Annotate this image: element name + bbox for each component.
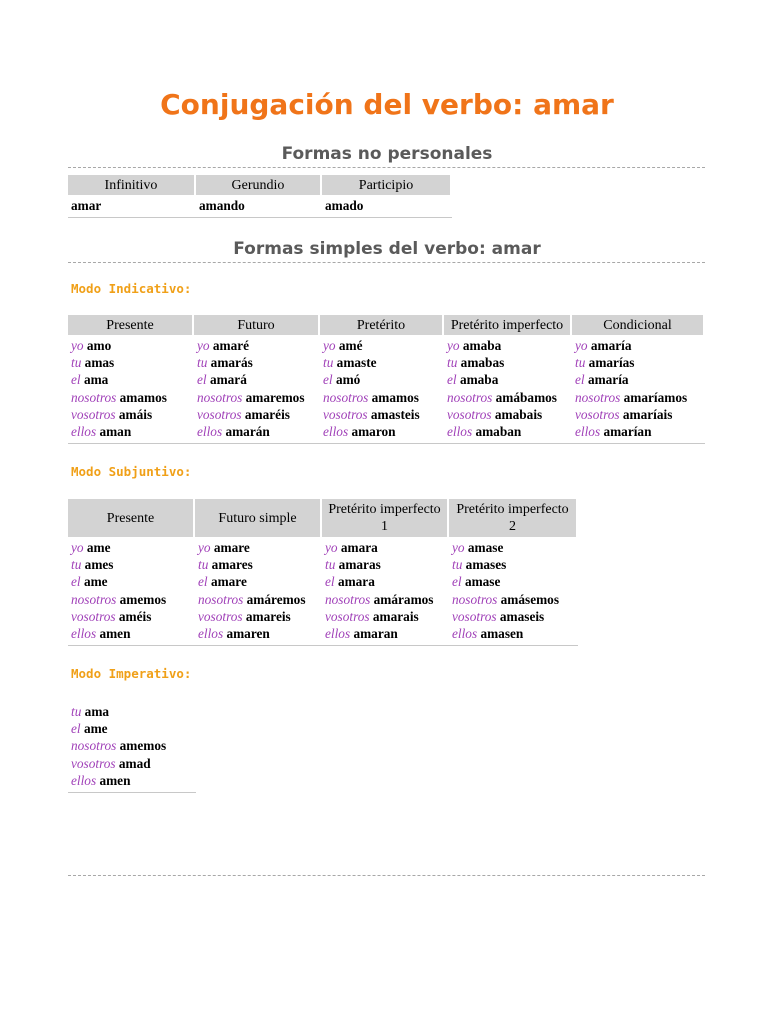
- verb-form: amase: [467, 540, 504, 555]
- verb-form: amareis: [245, 608, 291, 624]
- conjugation-row: [197, 337, 320, 354]
- verb-form: amamos: [119, 389, 167, 405]
- conjugation-row: [447, 354, 572, 371]
- verb-form: amabais: [494, 406, 543, 422]
- pronoun: ellos: [197, 424, 223, 440]
- pronoun: tu: [323, 355, 334, 371]
- pronoun: tu: [197, 355, 208, 371]
- verb-form: amaría: [587, 372, 629, 388]
- pronoun: ellos: [575, 424, 601, 440]
- conjugation-cell: [320, 335, 444, 444]
- pronoun: ellos: [325, 626, 351, 642]
- conjugation-cell: [68, 335, 194, 444]
- conjugation-row: [325, 608, 449, 625]
- conjugation-row: [197, 354, 320, 371]
- pronoun: vosotros: [198, 608, 243, 624]
- pronoun: nosotros: [198, 591, 244, 607]
- pronoun: el: [197, 372, 207, 388]
- verb-form: amaras: [338, 557, 381, 573]
- conjugation-row: [71, 423, 194, 440]
- conjugation-row: [71, 625, 195, 642]
- conjugation-row: [71, 608, 195, 625]
- pronoun: yo: [325, 540, 338, 555]
- conjugation-row: [447, 406, 572, 423]
- indicativo-label: Modo Indicativo:: [71, 281, 192, 296]
- verb-form: amases: [465, 557, 507, 573]
- conjugation-row: [71, 591, 195, 608]
- conjugation-row: [323, 354, 444, 371]
- pronoun: el: [575, 372, 585, 388]
- verb-form: amáremos: [246, 591, 306, 607]
- pronoun: el: [71, 574, 81, 590]
- verb-form: amáramos: [373, 591, 434, 607]
- pronoun: nosotros: [325, 591, 371, 607]
- verb-form: amará: [209, 372, 247, 388]
- verb-form: amara: [337, 574, 375, 590]
- conjugation-cell: [572, 335, 705, 444]
- verb-form: amemos: [119, 591, 167, 607]
- conjugation-row: [71, 389, 194, 406]
- conjugation-row: [71, 703, 196, 720]
- infinitivo-value: amar: [68, 195, 196, 218]
- conjugation-row: [452, 539, 578, 556]
- pronoun: tu: [325, 557, 336, 573]
- imperativo-table: [68, 701, 196, 793]
- verb-form: amaríais: [622, 406, 673, 422]
- pronoun: yo: [452, 540, 465, 555]
- pronoun: nosotros: [575, 389, 621, 405]
- conjugation-row: [71, 354, 194, 371]
- pronoun: yo: [447, 338, 460, 353]
- conjugation-row: [198, 573, 322, 590]
- verb-form: amare: [210, 574, 247, 590]
- conjugation-row: [198, 625, 322, 642]
- verb-form: amarán: [225, 424, 270, 440]
- page-title: Conjugación del verbo: amar: [160, 88, 614, 121]
- header-cell: Futuro simple: [195, 499, 322, 537]
- pronoun: ellos: [71, 424, 97, 440]
- conjugation-row: [325, 573, 449, 590]
- pronoun: yo: [71, 338, 84, 353]
- header-cell: Presente: [68, 315, 194, 335]
- conjugation-row: [452, 608, 578, 625]
- verb-form: amó: [335, 372, 361, 388]
- verb-form: amaban: [475, 424, 522, 440]
- conjugation-row: [71, 406, 194, 423]
- pronoun: tu: [71, 557, 82, 573]
- pronoun: nosotros: [71, 738, 117, 754]
- simples-heading: Formas simples del verbo: amar: [233, 239, 541, 259]
- verb-form: amemos: [119, 738, 167, 754]
- conjugation-row: [575, 423, 705, 440]
- header-cell: Pretérito imperfecto 2: [449, 499, 578, 537]
- pronoun: el: [198, 574, 208, 590]
- verb-form: amares: [211, 557, 253, 573]
- pronoun: el: [71, 372, 81, 388]
- pronoun: vosotros: [325, 608, 370, 624]
- verb-form: ama: [84, 704, 110, 719]
- conjugation-row: [323, 371, 444, 388]
- conjugation-row: [575, 389, 705, 406]
- conjugation-row: [71, 737, 196, 754]
- pronoun: vosotros: [71, 608, 116, 624]
- divider: [68, 875, 705, 876]
- pronoun: ellos: [71, 772, 97, 788]
- participio-value: amado: [322, 195, 452, 218]
- verb-form: ames: [84, 557, 114, 573]
- verb-form: améis: [118, 608, 152, 624]
- header-cell: Gerundio: [196, 175, 322, 195]
- pronoun: vosotros: [452, 608, 497, 624]
- verb-form: amáis: [118, 406, 153, 422]
- verb-form: ama: [83, 372, 109, 388]
- verb-form: amarás: [210, 355, 253, 371]
- pronoun: yo: [71, 540, 84, 555]
- pronoun: el: [447, 372, 457, 388]
- subjuntivo-label: Modo Subjuntivo:: [71, 464, 192, 479]
- conjugation-row: [323, 337, 444, 354]
- conjugation-row: [452, 625, 578, 642]
- conjugation-cell: [195, 537, 322, 646]
- subjuntivo-table: [68, 499, 578, 646]
- conjugation-row: [71, 573, 195, 590]
- conjugation-row: [447, 423, 572, 440]
- conjugation-row: [447, 389, 572, 406]
- verb-form: amaren: [226, 626, 270, 642]
- pronoun: vosotros: [71, 406, 116, 422]
- verb-form: amaremos: [245, 389, 305, 405]
- conjugation-cell: [444, 335, 572, 444]
- conjugation-row: [447, 337, 572, 354]
- conjugation-row: [452, 573, 578, 590]
- pronoun: tu: [575, 355, 586, 371]
- conjugation-cell: [449, 537, 578, 646]
- imperativo-label: Modo Imperativo:: [71, 666, 192, 681]
- verb-form: amarían: [603, 424, 652, 440]
- verb-form: amásemos: [500, 591, 560, 607]
- conjugation-row: [197, 406, 320, 423]
- conjugation-row: [575, 354, 705, 371]
- header-cell: Condicional: [572, 315, 705, 335]
- conjugation-row: [325, 556, 449, 573]
- conjugation-row: [71, 720, 196, 737]
- conjugation-row: [71, 772, 196, 789]
- conjugation-row: [71, 556, 195, 573]
- verb-form: amaseis: [499, 608, 545, 624]
- conjugation-row: [198, 608, 322, 625]
- conjugation-row: [197, 389, 320, 406]
- pronoun: yo: [198, 540, 211, 555]
- verb-form: amaron: [351, 424, 396, 440]
- pronoun: ellos: [323, 424, 349, 440]
- pronoun: ellos: [447, 424, 473, 440]
- verb-form: amaste: [336, 355, 377, 371]
- verb-form: amarías: [588, 355, 635, 371]
- verb-form: amaréis: [244, 406, 290, 422]
- header-cell: Pretérito imperfecto: [444, 315, 572, 335]
- verb-form: amara: [340, 540, 378, 555]
- verb-form: amare: [213, 540, 250, 555]
- pronoun: nosotros: [323, 389, 369, 405]
- divider: [68, 167, 705, 168]
- conjugation-row: [323, 423, 444, 440]
- no-personales-table: [68, 175, 452, 218]
- verb-form: amen: [99, 626, 131, 642]
- verb-form: amad: [118, 755, 151, 771]
- pronoun: vosotros: [197, 406, 242, 422]
- pronoun: tu: [71, 355, 82, 371]
- gerundio-value: amando: [196, 195, 322, 218]
- conjugation-row: [197, 423, 320, 440]
- conjugation-row: [325, 625, 449, 642]
- verb-form: amarais: [372, 608, 419, 624]
- pronoun: vosotros: [71, 755, 116, 771]
- pronoun: nosotros: [447, 389, 493, 405]
- conjugation-row: [447, 371, 572, 388]
- verb-form: ame: [83, 721, 108, 737]
- conjugation-row: [198, 539, 322, 556]
- conjugation-row: [575, 371, 705, 388]
- conjugation-row: [452, 591, 578, 608]
- pronoun: ellos: [452, 626, 478, 642]
- conjugation-row: [325, 591, 449, 608]
- verb-form: amaran: [353, 626, 398, 642]
- conjugation-row: [71, 755, 196, 772]
- pronoun: nosotros: [197, 389, 243, 405]
- verb-form: amaba: [462, 338, 502, 353]
- verb-form: aman: [99, 424, 132, 440]
- conjugation-row: [323, 406, 444, 423]
- verb-form: amaré: [212, 338, 250, 353]
- verb-form: amaría: [590, 338, 632, 353]
- verb-form: amasen: [480, 626, 524, 642]
- conjugation-row: [325, 539, 449, 556]
- pronoun: yo: [323, 338, 336, 353]
- pronoun: el: [452, 574, 462, 590]
- conjugation-cell: [68, 701, 196, 793]
- conjugation-cell: [194, 335, 320, 444]
- conjugation-row: [323, 389, 444, 406]
- pronoun: el: [325, 574, 335, 590]
- pronoun: nosotros: [452, 591, 498, 607]
- header-cell: Pretérito: [320, 315, 444, 335]
- pronoun: vosotros: [323, 406, 368, 422]
- verb-form: amaba: [459, 372, 499, 388]
- indicativo-table: [68, 315, 705, 444]
- no-personales-heading: Formas no personales: [281, 144, 493, 164]
- pronoun: tu: [198, 557, 209, 573]
- conjugation-row: [71, 337, 194, 354]
- pronoun: ellos: [198, 626, 224, 642]
- verb-form: amamos: [371, 389, 419, 405]
- verb-form: amábamos: [495, 389, 557, 405]
- verb-form: amabas: [460, 355, 505, 371]
- pronoun: tu: [447, 355, 458, 371]
- conjugation-row: [575, 337, 705, 354]
- header-cell: Infinitivo: [68, 175, 196, 195]
- header-cell: Futuro: [194, 315, 320, 335]
- conjugation-row: [575, 406, 705, 423]
- header-cell: Presente: [68, 499, 195, 537]
- conjugation-cell: [322, 537, 449, 646]
- conjugation-row: [198, 591, 322, 608]
- verb-form: ame: [83, 574, 108, 590]
- conjugation-cell: [68, 537, 195, 646]
- pronoun: vosotros: [575, 406, 620, 422]
- verb-form: amas: [84, 355, 115, 371]
- conjugation-row: [452, 556, 578, 573]
- pronoun: el: [71, 721, 81, 737]
- pronoun: ellos: [71, 626, 97, 642]
- pronoun: tu: [71, 704, 82, 719]
- verb-form: amo: [86, 338, 112, 353]
- verb-form: amase: [464, 574, 501, 590]
- verb-form: amasteis: [370, 406, 420, 422]
- verb-form: amen: [99, 772, 131, 788]
- pronoun: el: [323, 372, 333, 388]
- conjugation-row: [197, 371, 320, 388]
- pronoun: yo: [197, 338, 210, 353]
- pronoun: vosotros: [447, 406, 492, 422]
- pronoun: nosotros: [71, 389, 117, 405]
- pronoun: tu: [452, 557, 463, 573]
- conjugation-row: [71, 539, 195, 556]
- pronoun: yo: [575, 338, 588, 353]
- header-cell: Pretérito imperfecto 1: [322, 499, 449, 537]
- verb-form: ame: [86, 540, 111, 555]
- pronoun: nosotros: [71, 591, 117, 607]
- header-cell: Participio: [322, 175, 452, 195]
- divider: [68, 262, 705, 263]
- verb-form: amé: [338, 338, 363, 353]
- conjugation-row: [198, 556, 322, 573]
- verb-form: amaríamos: [623, 389, 688, 405]
- conjugation-row: [71, 371, 194, 388]
